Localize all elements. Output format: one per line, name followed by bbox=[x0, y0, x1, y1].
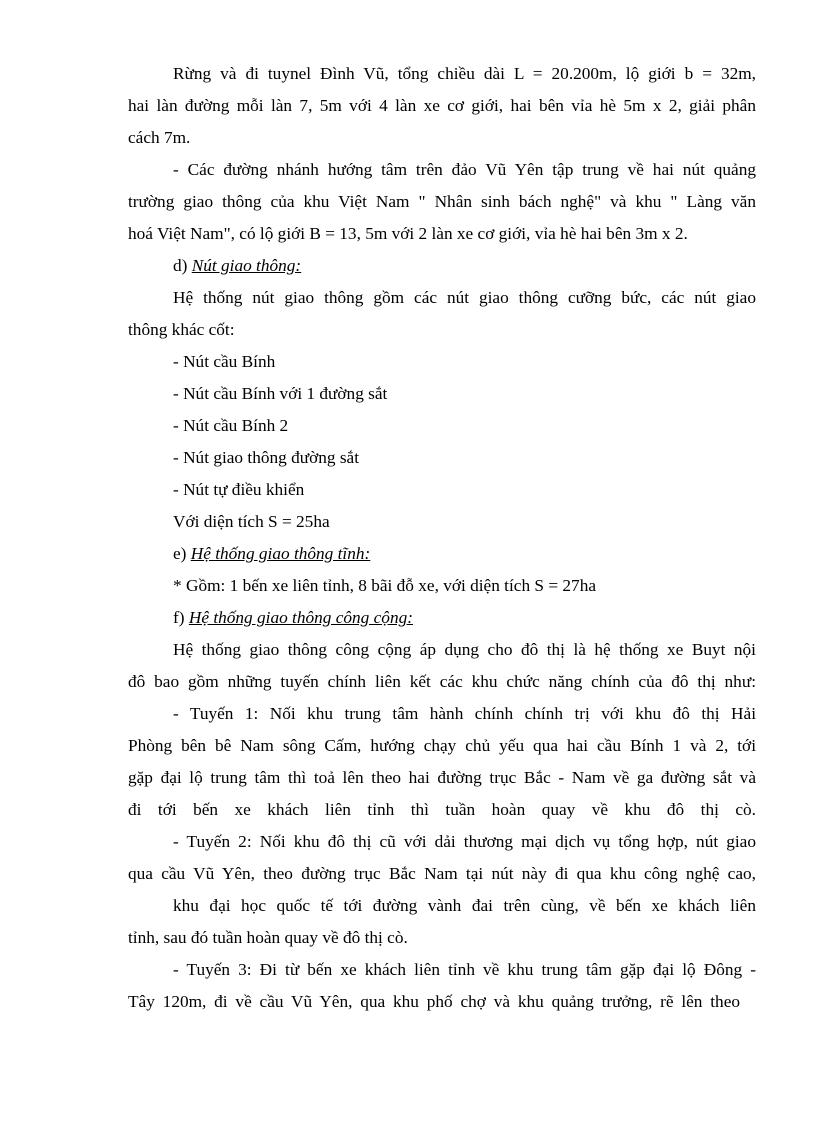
text-line: khu đại học quốc tế tới đường vành đai trên cùng, về bến xe khách liên bbox=[173, 896, 756, 915]
text-line: Với diện tích S = 25ha bbox=[173, 512, 330, 531]
text-line: Hệ thống nút giao thông gồm các nút giao thông cưỡng bức, các nút giao bbox=[173, 288, 756, 307]
list-item: - Nút cầu Bính với 1 đường sắt bbox=[173, 384, 388, 403]
section-title: Hệ thống giao thông tĩnh: bbox=[190, 544, 371, 563]
section-title: Nút giao thông: bbox=[191, 256, 302, 275]
section-heading-e bbox=[173, 541, 756, 567]
text-line: Tây 120m, đi về cầu Vũ Yên, qua khu phố chợ và khu quảng trưởng, rẽ lên theo bbox=[128, 992, 740, 1011]
section-prefix: d) bbox=[173, 256, 192, 275]
text-line: - Tuyến 1: Nối khu trung tâm hành chính chính trị với khu đô thị Hải bbox=[173, 704, 756, 723]
section-heading-f bbox=[173, 605, 756, 631]
section-title: Hệ thống giao thông công cộng: bbox=[188, 608, 413, 627]
section-heading-d bbox=[173, 253, 756, 279]
section-prefix: f) bbox=[173, 608, 189, 627]
text-line: * Gồm: 1 bến xe liên tỉnh, 8 bãi đỗ xe, với diện tích S = 27ha bbox=[173, 576, 597, 595]
list-item: - Nút tự điều khiển bbox=[173, 480, 305, 499]
list-item: - Nút cầu Bính 2 bbox=[173, 416, 289, 435]
text-line: Rừng và đi tuynel Đình Vũ, tổng chiều dài L = 20.200m, lộ giới b = 32m, bbox=[173, 64, 756, 83]
section-prefix: e) bbox=[173, 544, 191, 563]
text-line: - Các đường nhánh hướng tâm trên đảo Vũ Yên tập trung về hai nút quảng bbox=[173, 160, 756, 179]
text-line: Phòng bên bê Nam sông Cấm, hướng chạy chủ yếu qua hai cầu Bính 1 và 2, tới bbox=[128, 736, 756, 755]
text-line: thông khác cốt: bbox=[128, 320, 235, 339]
text-line: qua cầu Vũ Yên, theo đường trục Bắc Nam tại nút này đi qua khu công nghệ cao, bbox=[128, 864, 756, 883]
text-line: gặp đại lộ trung tâm thì toả lên theo hai đường trục Bắc - Nam về ga đường sắt và bbox=[128, 768, 756, 787]
text-line: trường giao thông của khu Việt Nam " Nhân sinh bách nghệ" và khu " Làng văn bbox=[128, 192, 756, 211]
text-line: - Tuyến 2: Nối khu đô thị cũ với dải thương mại dịch vụ tổng hợp, nút giao bbox=[173, 832, 756, 851]
text-line: tỉnh, sau đó tuần hoàn quay về đô thị cò. bbox=[128, 928, 408, 947]
text-line: đô bao gồm những tuyến chính liên kết các khu chức năng chính của đô thị như: bbox=[128, 672, 756, 691]
list-item: - Nút giao thông đường sắt bbox=[173, 448, 360, 467]
text-line: hai làn đường mỗi làn 7, 5m với 4 làn xe cơ giới, hai bên vỉa hè 5m x 2, giải phân bbox=[128, 96, 756, 115]
text-line: đi tới bến xe khách liên tỉnh thì tuần hoàn quay về khu đô thị cò. bbox=[128, 800, 756, 819]
text-line: Hệ thống giao thông công cộng áp dụng cho đô thị là hệ thống xe Buyt nội bbox=[173, 640, 756, 659]
text-line: hoá Việt Nam", có lộ giới B = 13, 5m với 2 làn xe cơ giới, vỉa hè hai bên 3m x 2. bbox=[128, 224, 688, 243]
text-line: - Tuyến 3: Đi từ bến xe khách liên tỉnh về khu trung tâm gặp đại lộ Đông - bbox=[173, 960, 756, 979]
list-item: - Nút cầu Bính bbox=[173, 352, 276, 371]
text-line: cách 7m. bbox=[128, 128, 191, 147]
